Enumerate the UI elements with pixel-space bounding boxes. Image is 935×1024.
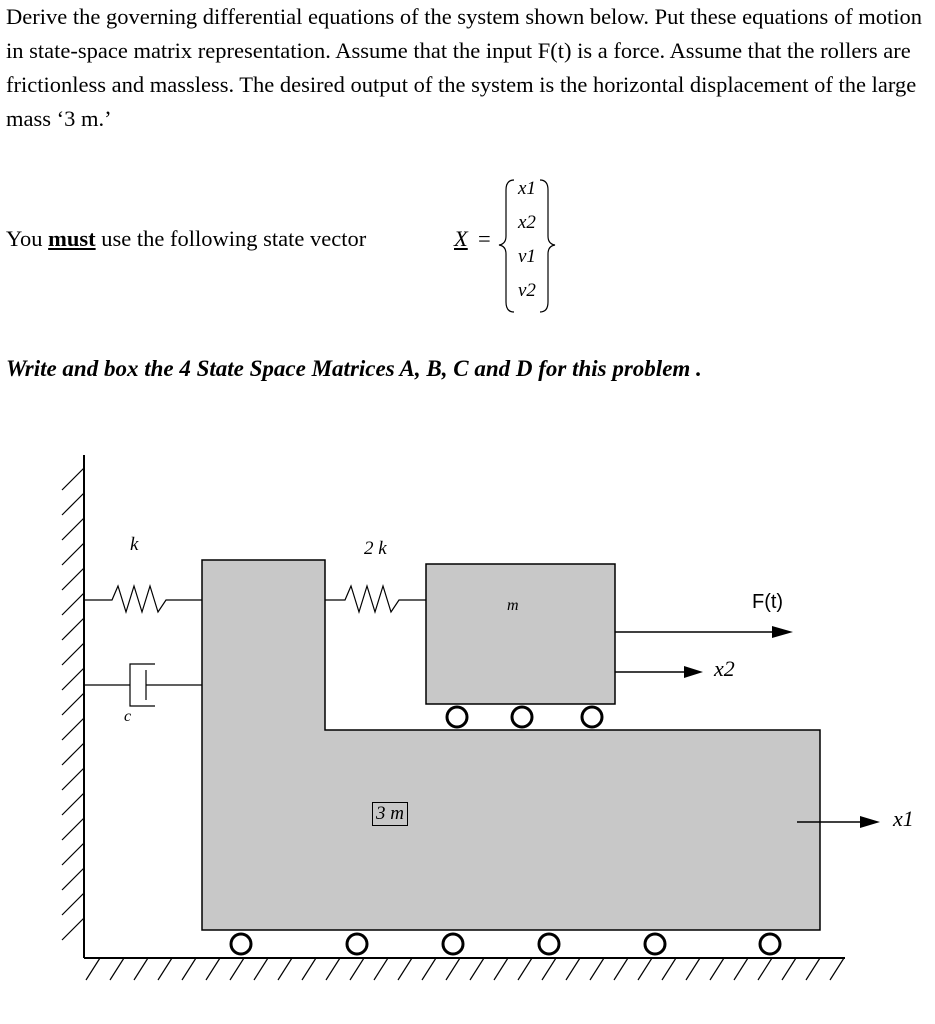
vector-entry-v1: v1 xyxy=(518,246,536,267)
damper-c-label: c xyxy=(124,708,132,725)
right-brace xyxy=(540,180,555,312)
vector-entry-x2: x2 xyxy=(518,212,536,233)
vector-entry-v2: v2 xyxy=(518,280,536,301)
small-mass-rollers xyxy=(447,707,602,727)
large-mass-label: 3 m xyxy=(372,802,408,826)
vector-entry-x1: x1 xyxy=(518,178,536,199)
damper-c xyxy=(84,664,202,706)
equals-sign: = xyxy=(478,226,491,251)
x2-label: x2 xyxy=(714,656,735,681)
force-label: F(t) xyxy=(752,591,784,613)
force-arrow xyxy=(615,626,793,638)
state-vector-symbol: X xyxy=(454,226,468,251)
spring-2k xyxy=(325,586,426,612)
x1-label: x1 xyxy=(893,806,914,831)
spring-k-label: k xyxy=(130,534,139,555)
small-mass-label: m xyxy=(507,597,519,614)
task-instruction: Write and box the 4 State Space Matrices A, B, C and D for this problem . xyxy=(6,356,702,381)
state-prefix: You xyxy=(6,226,49,251)
spring-2k-label: 2 k xyxy=(364,538,387,559)
wall xyxy=(62,455,84,958)
ground xyxy=(84,958,845,980)
must-emphasis: must xyxy=(48,226,96,251)
small-mass-m xyxy=(426,564,615,704)
problem-statement: Derive the governing differential equations of the system shown below. Put these equations of motion in state-space matrix representation. Assume that the input F(t) is a force. Assume that the rollers are frictionless and massless. The desired output of the system is the horizontal displacement of the large mass ‘3 m.’ xyxy=(6,4,923,131)
spring-k xyxy=(84,586,202,612)
large-mass-rollers xyxy=(231,934,780,954)
left-brace xyxy=(499,180,514,312)
state-suffix: use the following state vector xyxy=(95,226,367,251)
x2-arrow xyxy=(615,666,703,678)
